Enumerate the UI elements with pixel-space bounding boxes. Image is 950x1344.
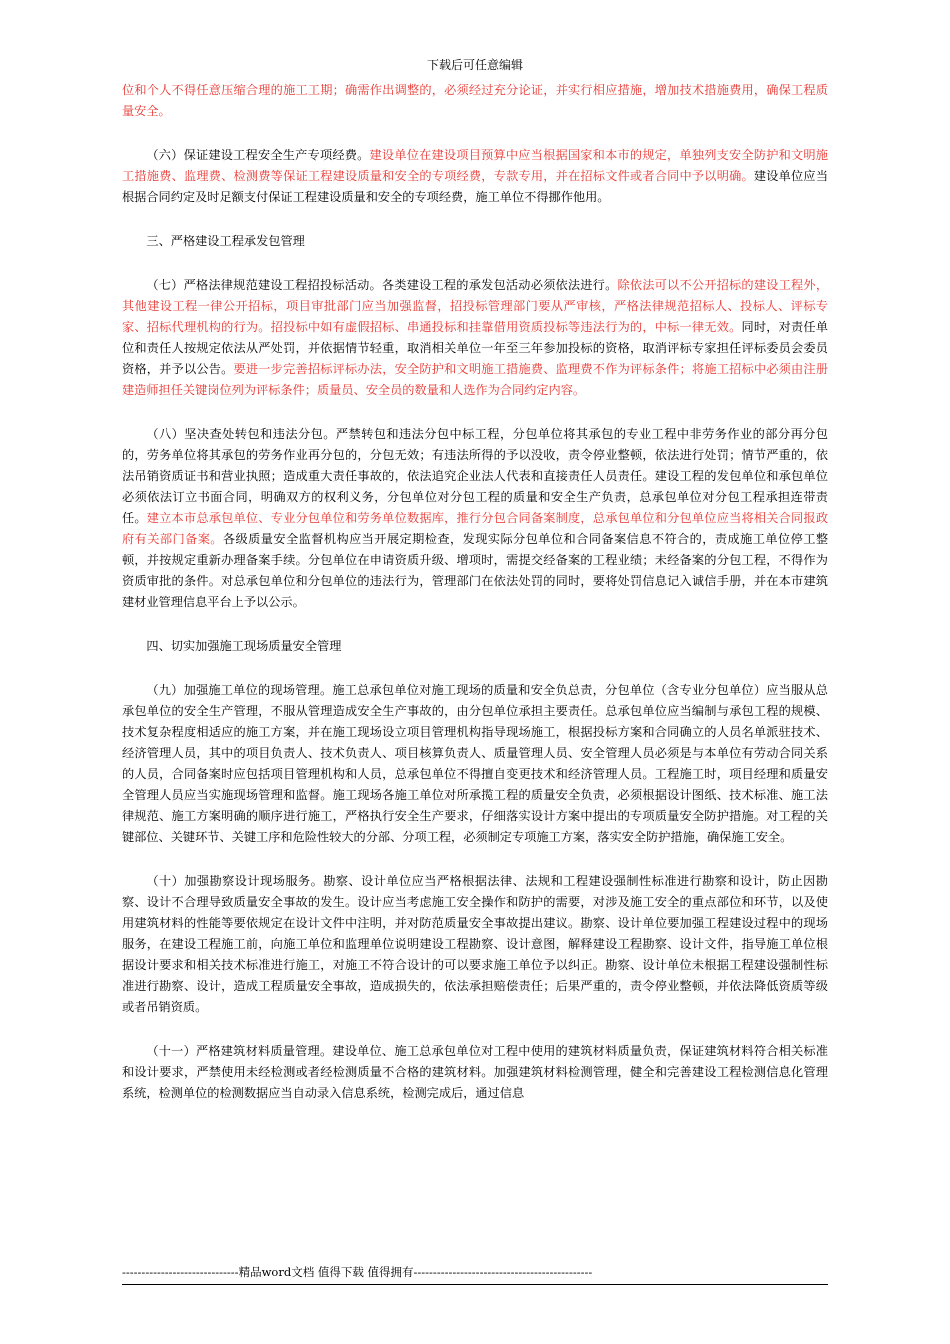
paragraph	[122, 680, 828, 848]
body-text: （九）加强施工单位的现场管理。施工总承包单位对施工现场的质量和安全负总责，分包单位（含专业分包单位）应当服从总承包单位的安全生产管理，不服从管理造成安全生产事故的，由分包单位承担主要责任。总承包单位应当编制与承包工程的规模、技术复杂程度相适应的施工方案，并在施工现场设立项目管理机构指导现场施工，根据投标方案和合同确立的人员名单派驻技术、经济管理人员，其中的项目负责人、技术负责人、项目核算负责人、质量管理人员、安全管理人员必须是与本单位有劳动合同关系的人员，合同备案时应包括项目管理机构和人员，总承包单位不得擅自变更技术和经济管理人员。工程施工时，项目经理和质量安全管理人员应当实施现场管理和监督。施工现场各施工单位对所承揽工程的质量安全负责，必须根据设计图纸、技术标准、施工法律规范、施工方案明确的顺序进行施工，严格执行安全生产要求，仔细落实设计方案中提出的专项质量安全防护措施。对工程的关键部位、关键环节、关键工序和危险性较大的分部、分项工程，必须制定专项施工方案，落实安全防护措施，确保施工安全。	[122, 683, 828, 844]
page-header: 下载后可任意编辑	[426, 58, 523, 72]
paragraph	[122, 231, 828, 252]
paragraph	[122, 424, 828, 613]
body-text: （六）保证建设工程安全生产专项经费。	[146, 148, 370, 162]
page-footer: ------------------------------精品word文档 值得下载 值得拥有----------------------------------------------	[122, 1265, 593, 1279]
body-text: （八）坚决查处转包和违法分包。严禁转包和违法分包中标工程，分包单位将其承包的专业工程中非劳务作业的部分再分包的，劳务单位将其承包的劳务作业再分包的，分包无效；有违法所得的予以没收，责令停业整顿，依法进行处罚；情节严重的，依法吊销资质证书和营业执照；造成重大责任事故的，依法追究企业法人代表和直接责任人员责任。建设工程的发包单位和承包单位必须依法订立书面合同，明确双方的权利义务，分包单位对分包工程的质量和安全生产负责，总承包单位对分包工程承担连带责任。	[122, 427, 828, 525]
body-text: （十）加强勘察设计现场服务。勘察、设计单位应当严格根据法律、法规和工程建设强制性标准进行勘察和设计，防止因勘察、设计不合理导致质量安全事故的发生。设计应当考虑施工安全操作和防护的需要，对涉及施工安全的重点部位和环节，以及使用建筑材料的性能等要依规定在设计文件中注明，并对防范质量安全事故提出建议。勘察、设计单位要加强工程建设过程中的现场服务，在建设工程施工前，向施工单位和监理单位说明建设工程勘察、设计意图，解释建设工程勘察、设计文件，指导施工单位根据设计要求和相关技术标准进行施工，对施工不符合设计的可以要求施工单位予以纠正。勘察、设计单位未根据工程建设强制性标准进行勘察、设计，造成工程质量安全事故，造成损失的，依法承担赔偿责任；后果严重的，责令停业整顿，并依法降低资质等级或者吊销资质。	[122, 874, 828, 1014]
footer-divider	[122, 1284, 828, 1285]
highlighted-text: 建立本市总承包单位、专业分包单位和劳务单位数据库，推行分包合同备案制度，总承包单位和分包单位应当将相关合同报政府有关部门备案。	[122, 511, 829, 546]
body-text: （十一）严格建筑材料质量管理。建设单位、施工总承包单位对工程中使用的建筑材料质量负责，保证建筑材料符合相关标准和设计要求，严禁使用未经检测或者经检测质量不合格的建筑材料。加强建筑材料检测管理，健全和完善建设工程检测信息化管理系统，检测单位的检测数据应当自动录入信息系统，检测完成后，通过信息	[122, 1044, 828, 1100]
body-text: 四、切实加强施工现场质量安全管理	[146, 639, 342, 653]
highlighted-text: 要进一步完善招标评标办法，安全防护和文明施工措施费、监理费不作为评标条件；将施工招标中必须由注册建造师担任关键岗位列为评标条件；质量员、安全员的数量和人选作为合同约定内容。	[122, 362, 829, 397]
highlighted-text: 位和个人不得任意压缩合理的施工工期；确需作出调整的，必须经过充分论证，并实行相应措施，增加技术措施费用，确保工程质量安全。	[122, 83, 828, 118]
body-text: （七）严格法律规范建设工程招投标活动。各类建设工程的承发包活动必须依法进行。	[146, 278, 618, 292]
body-text: 同时，对责任单位和责任人按规定依法从严处罚，并依据情节轻重，取消相关单位一年至三年参加投标的资格，取消评标专家担任评标委员会委员资格，并予以公告。	[122, 320, 829, 376]
paragraph	[122, 145, 828, 208]
paragraph	[122, 1041, 828, 1104]
body-text: 三、严格建设工程承发包管理	[146, 234, 305, 248]
highlighted-text: 除依法可以不公开招标的建设工程外，其他建设工程一律公开招标，项目审批部门应当加强监督，招投标管理部门要从严审核，严格法律规范招标人、投标人、评标专家、招标代理机构的行为。招投标中如有虚假招标、串通投标和挂靠借用资质投标等违法行为的，中标一律无效。	[122, 278, 829, 334]
body-text: 建设单位应当根据合同约定及时足额支付保证工程建设质量和安全的专项经费，施工单位不得挪作他用。	[122, 169, 829, 204]
body-text: 各级质量安全监督机构应当开展定期检查，发现实际分包单位和合同备案信息不符合的，责成施工单位停工整顿，并按规定重新办理备案手续。分包单位在申请资质升级、增项时，需提交经备案的工程业绩；未经备案的分包工程，不得作为资质审批的条件。对总承包单位和分包单位的违法行为，管理部门在依法处罚的同时，要将处罚信息记入诚信手册，并在本市建筑建材业管理信息平台上予以公示。	[122, 532, 829, 609]
paragraph	[122, 871, 828, 1018]
paragraph	[122, 80, 828, 122]
highlighted-text: 建设单位在建设项目预算中应当根据国家和本市的规定，单独列支安全防护和文明施工措施费、监理费、检测费等保证工程建设质量和安全的专项经费，专款专用，并在招标文件或者合同中予以明确。	[122, 148, 828, 183]
paragraph	[122, 636, 828, 657]
document-body	[122, 80, 828, 1127]
paragraph	[122, 275, 828, 401]
